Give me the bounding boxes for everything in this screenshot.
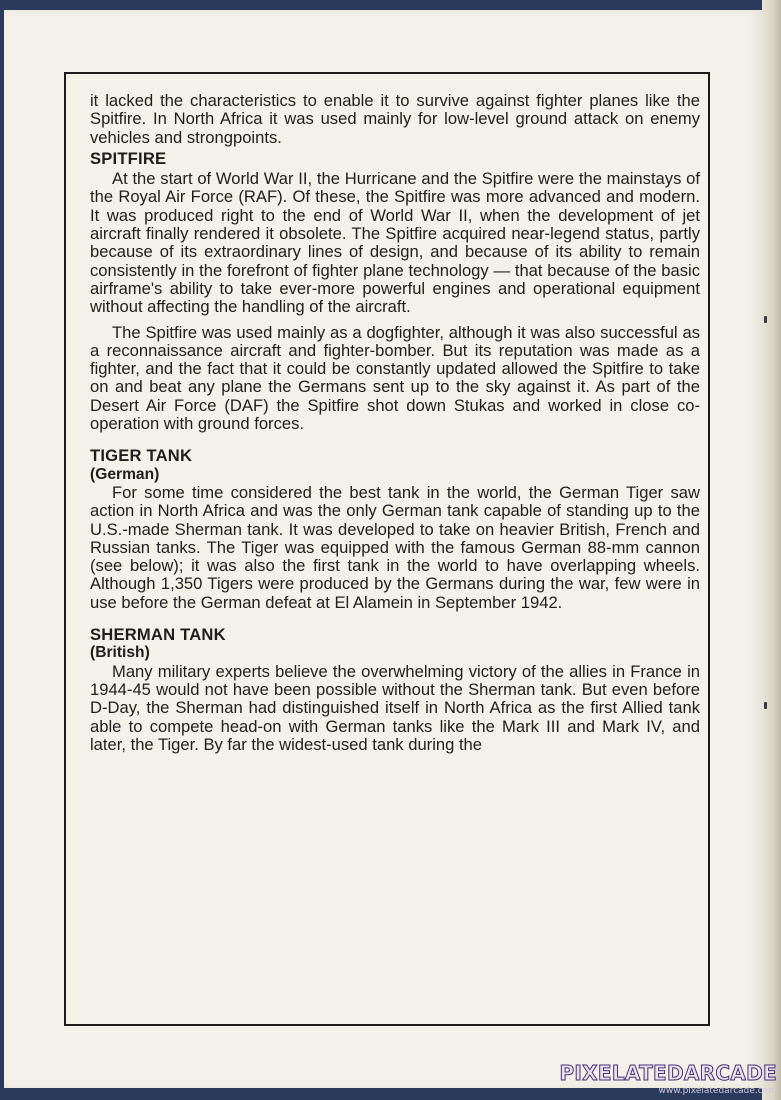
spitfire-paragraph-2: The Spitfire was used mainly as a dogfighter, although it was also successful as a reconnaissance aircraft and fighter-bomber. But its reputation was made as a fighter, and the fact that it could be constantly updated allowed the Spitfire to take on and beat any plane the Germans sent up to the sky against it. As part of the Desert Air Force (DAF) the Spitfire shot down Stukas and worked in close co-operation with ground forces. bbox=[90, 322, 700, 434]
tiger-tank-paragraph: For some time considered the best tank in the world, the German Tiger saw action in North Africa and was the only German tank capable of standing up to the U.S.-made Sherman tank. It was developed to take on heavier British, French and Russian tanks. The Tiger was equipped with the famous German 88-mm cannon (see below); it was also the first tank in the world to have overlapping wheels. Although 1,350 Tigers were produced by the Germans during the war, few were in use before the German defeat at El Alamein in September 1942. bbox=[90, 482, 700, 612]
watermark bbox=[559, 1062, 777, 1096]
tiger-tank-heading: TIGER TANK bbox=[90, 446, 193, 466]
binding-mark bbox=[764, 702, 767, 709]
article-text bbox=[90, 92, 700, 754]
sherman-tank-heading: SHERMAN TANK bbox=[90, 625, 226, 645]
sherman-tank-paragraph: Many military experts believe the overwhelming victory of the allies in France in 1944-45 would not have been possible without the Sherman tank. But even before D-Day, the Sherman had distinguished itself in North Africa as the first Allied tank able to compete head-on with German tanks like the Mark III and Mark IV, and later, the Tiger. By far the widest-used tank during the bbox=[90, 661, 700, 754]
binding-mark bbox=[764, 316, 767, 323]
watermark-url: www.pixelatedarcade.com bbox=[658, 1086, 777, 1096]
watermark-logo: PIXELATEDARCADE bbox=[559, 1061, 777, 1085]
intro-paragraph: it lacked the characteristics to enable it to survive against fighter planes like the Spitfire. In North Africa it was used mainly for low-level ground attack on enemy vehicles and strongpoints. bbox=[90, 91, 700, 147]
spitfire-paragraph-1: At the start of World War II, the Hurricane and the Spitfire were the mainstays of the Royal Air Force (RAF). Of these, the Spitfire was more advanced and modern. It was produced right to the end of World War II, when the development of jet aircraft finally rendered it obsolete. The Spitfire acquired near-legend status, partly because of its extraordinary lines of design, and because of its ability to remain consistently in the forefront of fighter plane technology — that because of the basic airframe's ability to take ever-more powerful engines and operational equipment without affecting the handling of the aircraft. bbox=[90, 169, 700, 317]
spitfire-heading: SPITFIRE bbox=[90, 148, 167, 168]
sherman-tank-subheading: (British) bbox=[90, 644, 150, 662]
tiger-tank-subheading: (German) bbox=[90, 465, 160, 483]
page-edge bbox=[762, 0, 781, 1100]
